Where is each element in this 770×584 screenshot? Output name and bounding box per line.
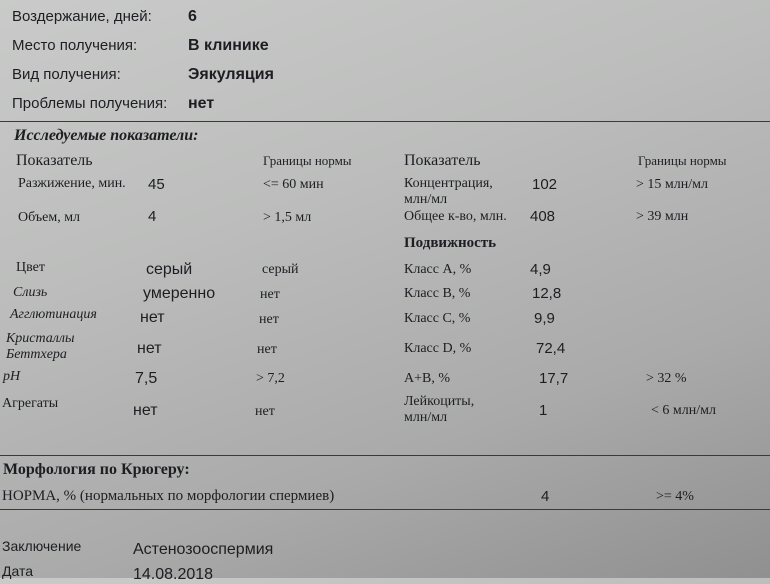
row-ph-norm: > 7,2	[256, 371, 285, 386]
date-value: 14.08.2018	[133, 566, 214, 583]
row-ph-name: pH	[3, 369, 21, 384]
morphology-norm-label: НОРМА, % (нормальных по морфологии спермиев)	[2, 488, 335, 504]
row-total-name: Общее к-во, млн.	[404, 209, 507, 224]
row-class-b-value: 12,8	[532, 285, 562, 302]
row-volume-norm: > 1,5 мл	[263, 210, 312, 225]
abstinence-value: 6	[188, 8, 197, 25]
morphology-norm-range: >= 4%	[656, 489, 694, 504]
row-ph-value: 7,5	[135, 370, 158, 387]
row-leukocytes-norm: < 6 млн/мл	[651, 403, 716, 418]
problems-label: Проблемы получения:	[12, 95, 168, 112]
place-value: В клинике	[188, 37, 269, 54]
row-volume-name: Объем, мл	[18, 210, 81, 225]
conclusion-label: Заключение	[2, 538, 82, 554]
row-liquefaction-value: 45	[148, 176, 165, 193]
section-divider	[0, 509, 770, 510]
col-header-norm-2: Границы нормы	[638, 153, 727, 168]
row-color-value: серый	[146, 261, 193, 278]
row-class-d-name: Класс D, %	[404, 341, 472, 356]
row-agglutination-norm: нет	[259, 312, 279, 327]
row-crystals-norm: нет	[257, 342, 277, 357]
method-value: Эякуляция	[188, 66, 274, 83]
row-leukocytes-value: 1	[539, 402, 548, 419]
row-class-c-name: Класс C, %	[404, 311, 471, 326]
row-concentration-norm: > 15 млн/мл	[636, 177, 708, 192]
row-ab-value: 17,7	[539, 370, 569, 387]
col-header-indicator: Показатель	[16, 152, 93, 169]
row-color-norm: серый	[262, 262, 299, 277]
row-concentration-name: Концентрация, млн/мл	[404, 176, 493, 207]
row-total-value: 408	[530, 208, 556, 225]
motility-title: Подвижность	[404, 235, 497, 251]
row-aggregates-name: Агрегаты	[2, 396, 59, 411]
row-total-norm: > 39 млн	[636, 209, 689, 224]
row-class-c-value: 9,9	[534, 310, 555, 327]
row-crystals-name: Кристаллы Беттхера	[6, 331, 75, 362]
col-header-indicator-2: Показатель	[404, 152, 481, 169]
row-ab-name: A+B, %	[404, 371, 451, 386]
abstinence-label: Воздержание, дней:	[12, 8, 152, 25]
row-class-b-name: Класс B, %	[404, 286, 471, 301]
row-class-a-value: 4,9	[530, 261, 551, 278]
row-class-d-value: 72,4	[536, 340, 566, 357]
row-mucus-name: Слизь	[13, 285, 48, 300]
row-leukocytes-name: Лейкоциты, млн/мл	[404, 394, 475, 425]
row-aggregates-norm: нет	[255, 404, 275, 419]
row-agglutination-value: нет	[140, 309, 165, 326]
date-label: Дата	[2, 563, 34, 579]
problems-value: нет	[188, 95, 215, 112]
method-label: Вид получения:	[12, 66, 121, 83]
row-mucus-norm: нет	[260, 287, 280, 302]
row-mucus-value: умеренно	[143, 285, 216, 302]
conclusion-value: Астенозооспермия	[133, 541, 274, 558]
row-crystals-value: нет	[137, 340, 162, 357]
row-liquefaction-name: Разжижение, мин.	[18, 176, 126, 191]
section-divider	[0, 121, 770, 122]
row-aggregates-value: нет	[133, 402, 158, 419]
study-title: Исследуемые показатели:	[14, 127, 199, 144]
row-volume-value: 4	[148, 208, 157, 225]
row-ab-norm: > 32 %	[646, 371, 687, 386]
row-class-a-name: Класс A, %	[404, 262, 472, 277]
row-agglutination-name: Агглютинация	[10, 307, 97, 322]
row-liquefaction-norm: <= 60 мин	[263, 177, 324, 192]
section-divider	[0, 455, 770, 456]
row-color-name: Цвет	[16, 260, 45, 275]
col-header-norm: Границы нормы	[263, 153, 352, 168]
place-label: Место получения:	[12, 37, 138, 54]
morphology-norm-value: 4	[541, 488, 550, 505]
morphology-title: Морфология по Крюгеру:	[3, 461, 190, 478]
row-concentration-value: 102	[532, 176, 558, 193]
